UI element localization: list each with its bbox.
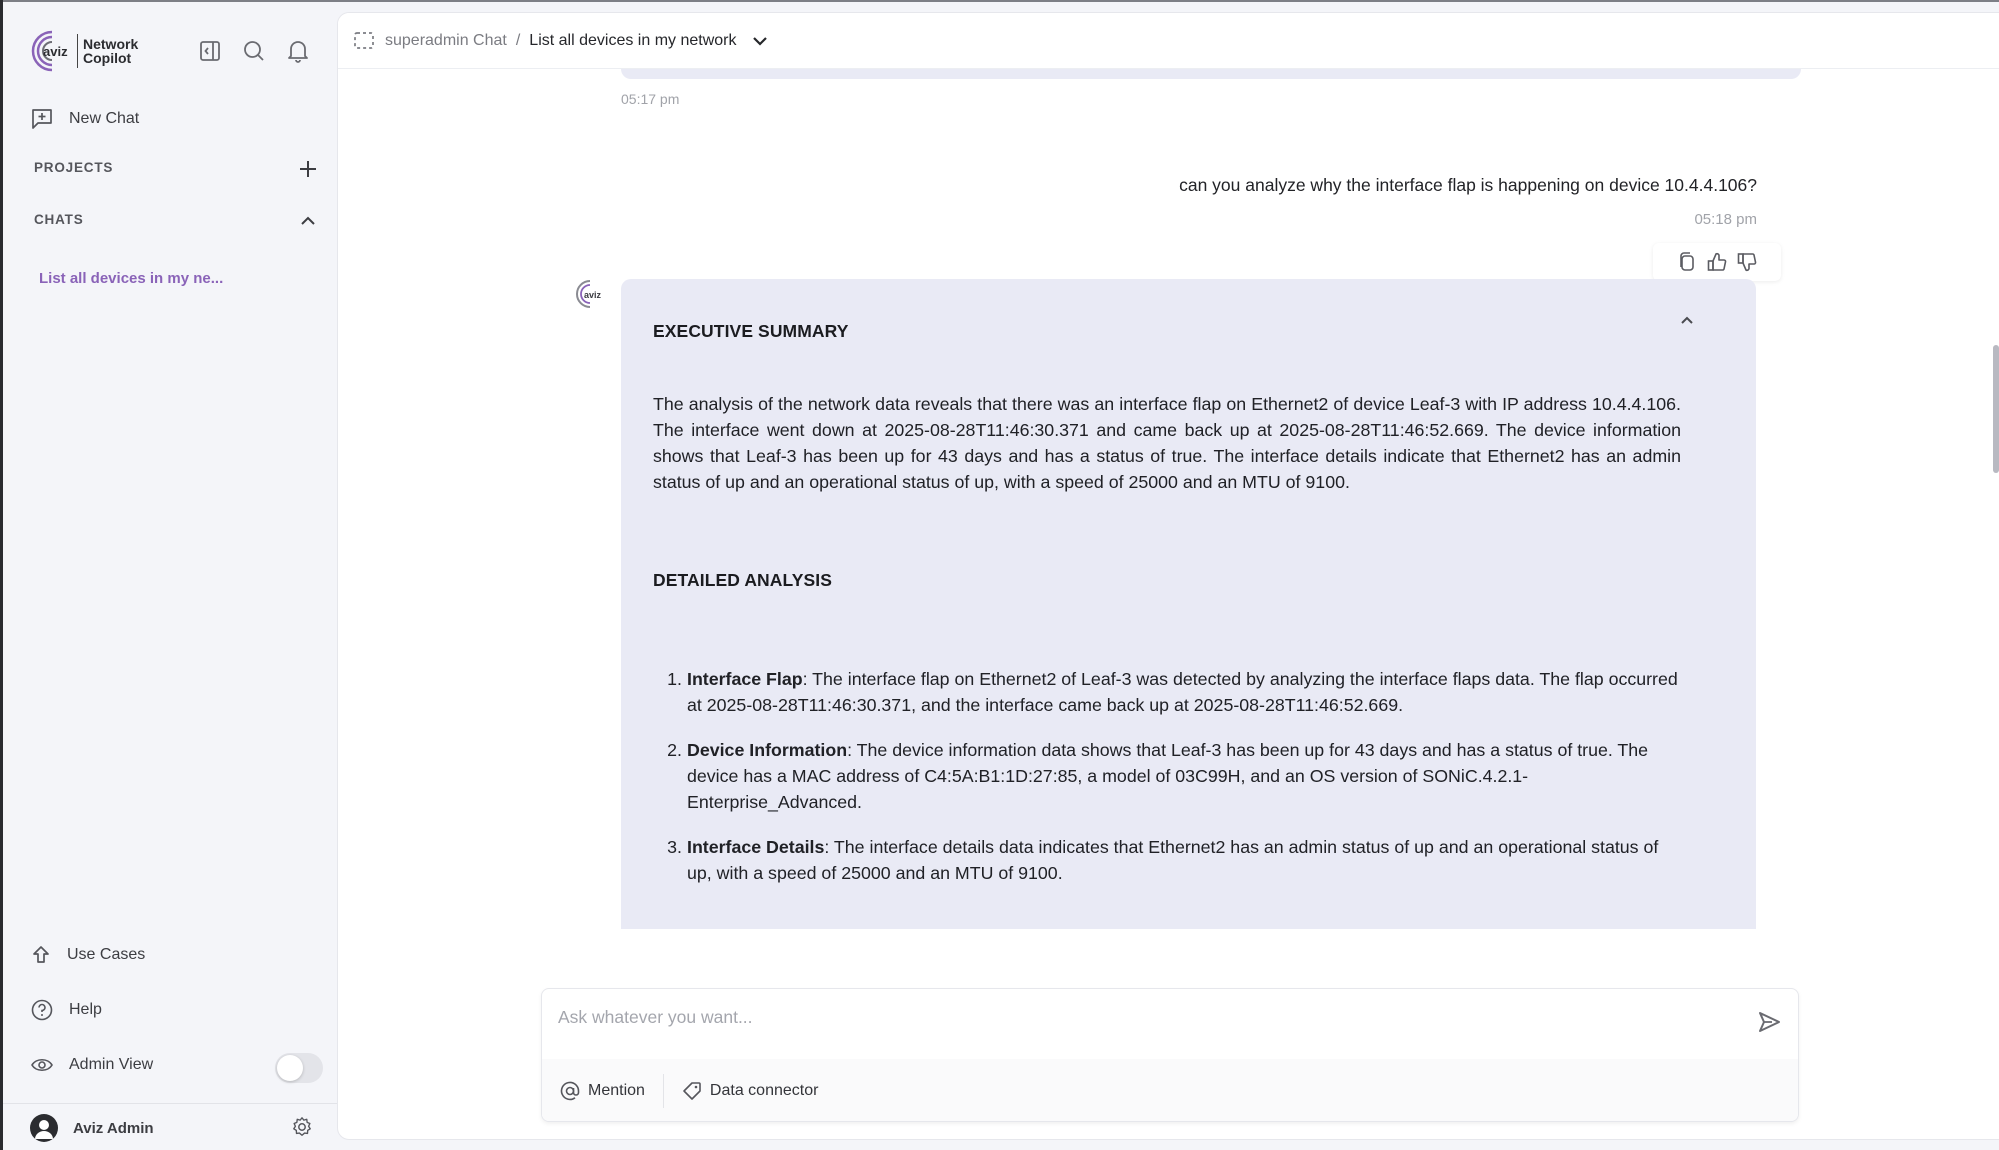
brand-name [83,37,138,65]
assistant-avatar [575,279,605,309]
search-button[interactable] [241,38,267,64]
list-item-title: Interface Flap [687,669,803,689]
collapse-response-button[interactable] [1676,309,1698,331]
breadcrumb-parent-link[interactable]: superadmin Chat [385,31,507,49]
user-profile[interactable] [30,1114,154,1142]
toolbar-divider [663,1074,664,1108]
list-item-body: : The interface details data indicates that Ethernet2 has an admin status of up and an operational status of up, with a speed of 25000 and an MTU of 9100. [687,837,1659,883]
breadcrumb [338,13,1999,69]
send-icon [1756,1009,1782,1035]
list-item-text [687,666,1683,718]
user-message: can you analyze why the interface flap is happening on device 10.4.4.106? [1179,175,1757,195]
user-name: Aviz Admin [73,1119,154,1137]
sidebar [3,2,337,1142]
data-connector-button[interactable] [682,1081,819,1101]
eye-icon [31,1057,53,1073]
list-item-body: : The interface flap on Ethernet2 of Leaf-3 was detected by analyzing the interface flaps data. The flap occurred at 2025-08-28T11:46:30.371, and the interface came back up at 2025-08-28T11:46:52.669. [687,669,1678,715]
previous-message-bubble [621,69,1801,79]
message-actions [1653,243,1781,281]
breadcrumb-separator: / [515,31,521,49]
data-connector-label: Data connector [709,1082,819,1099]
add-project-button[interactable] [297,158,319,180]
help-label: Help [69,1001,102,1018]
chat-options-dropdown[interactable] [752,32,770,50]
thumbs-up-icon [1707,252,1727,272]
chevron-up-icon [300,215,316,227]
projects-heading: PROJECTS [34,160,114,175]
settings-button[interactable] [289,1114,315,1140]
notifications-button[interactable] [285,38,311,64]
list-item [653,737,1683,815]
list-item-body: : The device information data shows that Leaf-3 has been up for 43 days and has a status of true. The device has a MAC address of C4:5A:B1:1D:27:85, a model of 03C99H, and an OS version of SONiC.4.2.1-Enterprise_Advanced. [687,740,1649,812]
list-item-title: Device Information [687,740,848,760]
composer-toolbar [542,1059,1798,1122]
list-item [653,834,1683,886]
thumbs-down-icon [1737,252,1757,272]
aviz-logo-icon [575,279,605,309]
avatar [30,1114,58,1142]
message-composer [541,988,1799,1122]
user-message-timestamp: 05:18 pm [1694,211,1757,228]
toggle-knob [277,1055,303,1081]
list-number: 2. [667,740,682,760]
bell-icon [287,39,309,63]
gear-icon [291,1116,313,1138]
mention-button[interactable] [560,1081,645,1101]
sidebar-collapse-icon [199,40,221,62]
list-item-title: Interface Details [687,837,825,857]
chat-list-item[interactable]: List all devices in my ne... [39,270,224,287]
admin-view-toggle[interactable] [275,1053,323,1083]
plus-icon [299,160,317,178]
at-sign-icon [560,1081,580,1101]
detailed-analysis-heading: DETAILED ANALYSIS [653,570,832,590]
list-item-text [687,834,1683,886]
use-cases-button[interactable] [31,945,145,965]
chevron-up-icon [1680,315,1694,325]
aviz-logo-icon [29,28,75,74]
chats-heading: CHATS [34,212,84,227]
collapse-chats-button[interactable] [297,210,319,232]
help-circle-icon [31,999,53,1021]
tag-icon [682,1081,702,1101]
executive-summary-text: The analysis of the network data reveals that there was an interface flap on Ethernet2 of device Leaf-3 with IP address 10.4.4.106. The interface went down at 2025-08-28T11:46:30.371 and came back up at 2025-08-28T11:46:52.669. The device information shows that Leaf-3 has been up for 43 days and has a status of true. The interface details indicate that Ethernet2 has an admin status of up and an operational status of up, with a speed of 25000 and an MTU of 9100. [653,394,1681,492]
admin-view-row [31,1056,153,1074]
search-icon [242,39,266,63]
list-number: 1. [667,669,682,689]
analysis-list [653,666,1683,905]
svg-text:aviz: aviz [43,44,68,59]
use-cases-label: Use Cases [67,946,146,963]
send-button[interactable] [1756,1009,1782,1035]
new-chat-label: New Chat [69,110,140,127]
executive-summary-heading: EXECUTIVE SUMMARY [653,321,849,341]
previous-message-timestamp: 05:17 pm [621,91,680,107]
thumbs-up-button[interactable] [1706,251,1728,273]
breadcrumb-current: List all devices in my network [529,31,737,49]
svg-text:aviz: aviz [584,290,602,300]
logo-divider [77,34,78,68]
app-logo[interactable] [29,28,138,74]
list-item [653,666,1683,718]
chat-panel [337,12,1999,1140]
copy-button[interactable] [1676,251,1698,273]
message-input[interactable] [558,1007,1708,1028]
list-item-text [687,737,1683,815]
admin-view-label: Admin View [69,1056,154,1073]
chat-frame-icon [353,30,375,52]
sidebar-divider [3,1103,337,1104]
brand-line-2: Copilot [83,50,132,66]
assistant-response-card [621,279,1756,929]
mention-label: Mention [588,1082,645,1099]
new-chat-icon [31,108,53,130]
chevron-down-icon [752,36,768,46]
collapse-sidebar-button[interactable] [197,38,223,64]
copy-icon [1678,252,1696,272]
brand-line-1: Network [83,36,139,52]
user-icon [30,1114,58,1142]
list-number: 3. [667,837,682,857]
upload-arrow-icon [31,945,51,965]
help-button[interactable] [31,999,102,1021]
new-chat-button[interactable] [31,108,139,130]
chat-scrollbar[interactable] [1993,345,1999,473]
thumbs-down-button[interactable] [1736,251,1758,273]
